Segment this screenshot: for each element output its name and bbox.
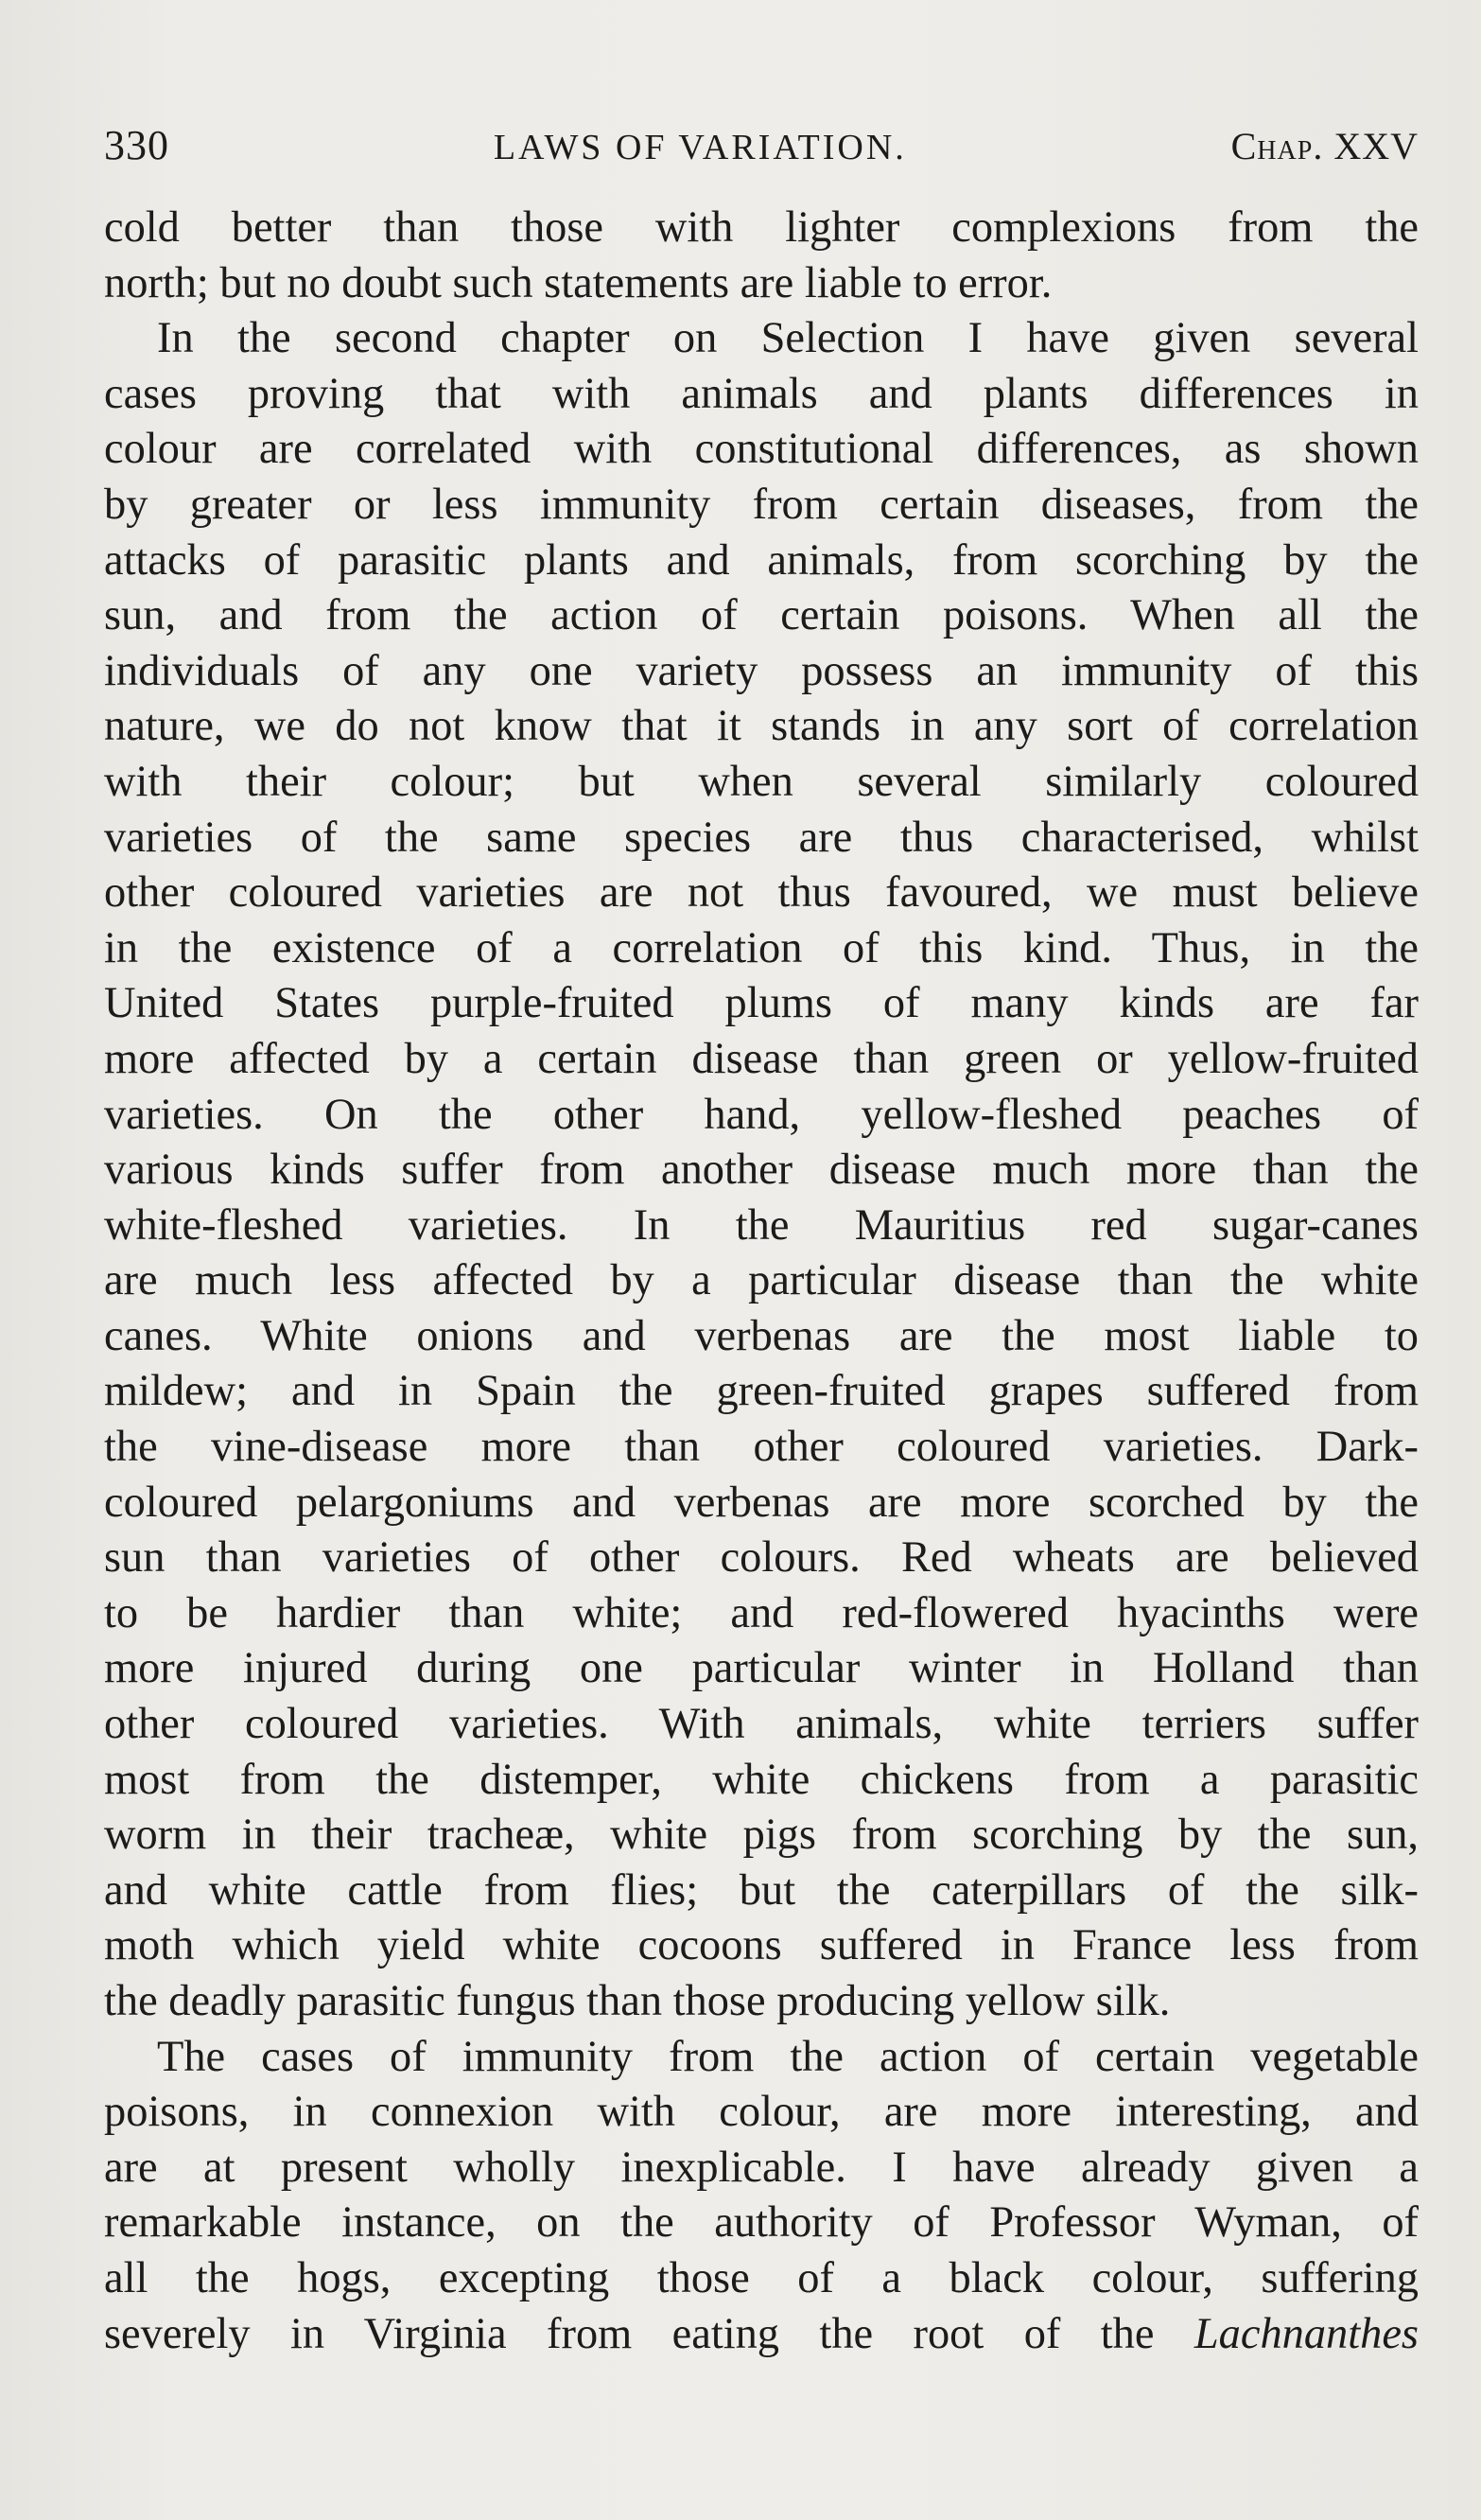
page-body — [104, 201, 1419, 2362]
text-line: in the existence of a correlation of this kind. Thus, in the — [104, 923, 1419, 972]
text-line: cases proving that with animals and plants differences in — [104, 369, 1419, 418]
text-line: colour are correlated with constitutional differences, as shown — [104, 425, 1419, 474]
text-line: are much less affected by a particular disease than the white — [104, 1256, 1419, 1305]
text-line: coloured pelargoniums and verbenas are more scorched by the — [104, 1478, 1419, 1527]
text-line: the vine-disease more than other coloured varieties. Dark- — [104, 1423, 1419, 1472]
text-line: and white cattle from flies; but the caterpillars of the silk- — [104, 1865, 1419, 1915]
page-number: 330 — [104, 122, 169, 168]
text-line: varieties. On the other hand, yellow-fleshed peaches of — [104, 1090, 1419, 1139]
text-line: nature, we do not know that it stands in any sort of correlation — [104, 702, 1419, 751]
chapter-label: Chap. XXV — [1230, 125, 1419, 167]
text-line: canes. White onions and verbenas are the most liable to — [104, 1311, 1419, 1360]
running-head — [104, 121, 1419, 180]
text-line: mildew; and in Spain the green-fruited grapes suffered from — [104, 1367, 1419, 1416]
text-line-final-roman: severely in Virginia from eating the root of the — [104, 2309, 1155, 2358]
text-line: various kinds suffer from another disease much more than the — [104, 1146, 1419, 1195]
text-line: moth which yield white cocoons suffered in France less from — [104, 1921, 1419, 1970]
text-line: varieties of the same species are thus characterised, whilst — [104, 813, 1419, 862]
text-line: other coloured varieties. With animals, white terriers suffer — [104, 1700, 1419, 1749]
text-line: more affected by a certain disease than green or yellow-fruited — [104, 1034, 1419, 1083]
text-line: the deadly parasitic fungus than those producing yellow silk. — [104, 1977, 1171, 2025]
text-line: are at present wholly inexplicable. I have already given a — [104, 2143, 1419, 2192]
text-line: all the hogs, excepting those of a black colour, suffering — [104, 2253, 1419, 2302]
text-line: other coloured varieties are not thus favoured, we must believe — [104, 868, 1419, 918]
text-line: attacks of parasitic plants and animals, from scorching by the — [104, 535, 1419, 585]
text-line: sun than varieties of other colours. Red wheats are believed — [104, 1533, 1419, 1583]
text-line-final — [104, 2307, 1419, 2363]
text-line: individuals of any one variety possess an immunity of this — [104, 646, 1419, 695]
text-line: most from the distemper, white chickens from a parasitic — [104, 1755, 1419, 1804]
text-line: In the second chapter on Selection I have given several — [157, 314, 1419, 363]
text-line: with their colour; but when several similarly coloured — [104, 757, 1419, 806]
text-line: remarkable instance, on the authority of Professor Wyman, of — [104, 2198, 1419, 2248]
text-line: by greater or less immunity from certain diseases, from the — [104, 480, 1419, 529]
text-line: United States purple-fruited plums of many kinds are far — [104, 979, 1419, 1028]
text-line: cold better than those with lighter complexions from the — [104, 203, 1419, 252]
text-line: north; but no doubt such statements are liable to error. — [104, 258, 1053, 307]
text-line: sun, and from the action of certain poisons. When all the — [104, 591, 1419, 640]
italic-genus-name: Lachnanthes — [1194, 2309, 1419, 2358]
running-title: LAWS OF VARIATION. — [493, 128, 907, 167]
text-line: The cases of immunity from the action of certain vegetable — [157, 2032, 1419, 2081]
text-line: more injured during one particular winter in Holland than — [104, 1644, 1419, 1693]
text-line: poisons, in connexion with colour, are more interesting, and — [104, 2088, 1419, 2137]
text-line: white-fleshed varieties. In the Mauritius red sugar-canes — [104, 1200, 1419, 1250]
text-line: worm in their tracheæ, white pigs from scorching by the sun, — [104, 1811, 1419, 1860]
text-line: to be hardier than white; and red-flowered hyacinths were — [104, 1588, 1419, 1637]
